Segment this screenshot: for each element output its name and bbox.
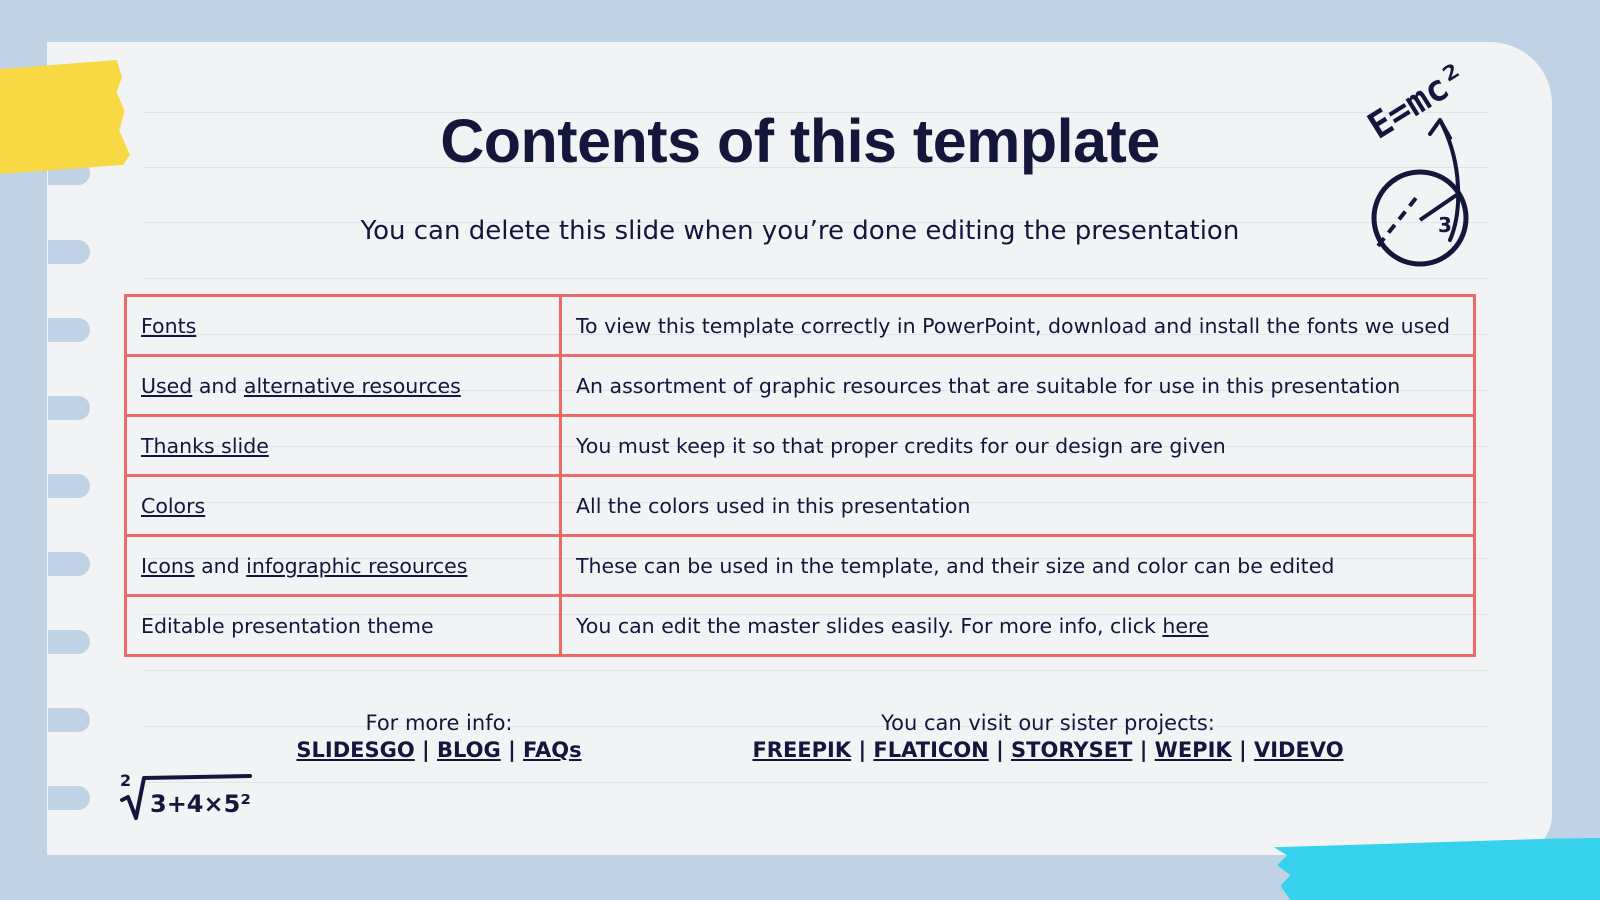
link-icons[interactable]: Icons <box>141 553 195 578</box>
binder-hole <box>48 708 90 732</box>
link-here[interactable]: here <box>1162 613 1209 638</box>
table-cell-label <box>126 476 561 536</box>
table-cell-description: These can be used in the template, and their size and color can be edited <box>561 536 1475 596</box>
link-alternative-resources[interactable]: alternative resources <box>243 373 461 398</box>
link-flaticon[interactable]: FLATICON <box>873 738 989 762</box>
table-row <box>126 356 1475 416</box>
table-row <box>126 416 1475 476</box>
table-cell-label: Editable presentation theme <box>126 596 561 656</box>
footer-more-info-title: For more info: <box>365 711 513 735</box>
formula-emc2-text: E=mc² <box>1361 55 1475 148</box>
binder-hole <box>48 396 90 420</box>
link-freepik[interactable]: FREEPIK <box>752 738 852 762</box>
binder-hole <box>48 786 90 810</box>
table-row <box>126 476 1475 536</box>
paper-rule <box>143 670 1488 671</box>
root-formula-doodle <box>118 770 258 824</box>
circle-label-text: 3 <box>1438 213 1452 237</box>
table-cell-label <box>126 536 561 596</box>
table-cell-description <box>561 596 1475 656</box>
contents-table <box>124 294 1476 657</box>
link-colors[interactable]: Colors <box>141 493 206 518</box>
table-row <box>126 296 1475 356</box>
footer-more-info-links <box>239 738 639 762</box>
root-radicand-text: 3+4×5² <box>150 790 251 818</box>
binder-hole <box>48 552 90 576</box>
link-infographic-resources[interactable]: infographic resources <box>246 553 468 578</box>
link-wepik[interactable]: WEPIK <box>1154 738 1232 762</box>
link-fonts[interactable]: Fonts <box>141 313 197 338</box>
conjunction-text: and <box>192 373 244 398</box>
page-title: Contents of this template <box>440 107 1160 175</box>
table-cell-description: You must keep it so that proper credits for our design are given <box>561 416 1475 476</box>
binder-hole <box>48 318 90 342</box>
footer-sister-projects-title: You can visit our sister projects: <box>881 711 1215 735</box>
page-subtitle: You can delete this slide when you’re done editing the presentation <box>360 216 1240 246</box>
formula-circle-doodle <box>1361 55 1514 284</box>
table-cell-description: To view this template correctly in PowerPoint, download and install the fonts we used <box>561 296 1475 356</box>
binder-hole <box>48 474 90 498</box>
table-row <box>126 596 1475 656</box>
root-index-text: 2 <box>120 771 132 790</box>
link-separator: | <box>996 738 1004 762</box>
link-blog[interactable]: BLOG <box>437 738 501 762</box>
link-storyset[interactable]: STORYSET <box>1011 738 1133 762</box>
footer-sister-projects <box>748 711 1348 762</box>
link-separator: | <box>508 738 516 762</box>
link-faqs[interactable]: FAQs <box>523 738 582 762</box>
link-separator: | <box>1139 738 1148 762</box>
link-separator: | <box>1238 738 1247 762</box>
link-thanks-slide[interactable]: Thanks slide <box>141 433 269 458</box>
binder-hole <box>48 630 90 654</box>
table-cell-description: An assortment of graphic resources that are suitable for use in this presentation <box>561 356 1475 416</box>
description-text: You can edit the master slides easily. For more info, click <box>576 613 1163 638</box>
table-cell-label <box>126 296 561 356</box>
blue-tape <box>1274 838 1600 900</box>
link-separator: | <box>858 738 867 762</box>
conjunction-text: and <box>194 553 247 578</box>
table-cell-label <box>126 356 561 416</box>
paper-rule <box>143 278 1488 279</box>
link-videvo[interactable]: VIDEVO <box>1253 738 1344 762</box>
link-separator: | <box>422 738 430 762</box>
footer-sister-projects-links <box>748 738 1348 762</box>
table-cell-description: All the colors used in this presentation <box>561 476 1475 536</box>
paper-rule <box>143 782 1488 783</box>
link-used-resources[interactable]: Used <box>141 373 193 398</box>
link-slidesgo[interactable]: SLIDESGO <box>296 738 415 762</box>
footer-more-info <box>239 711 639 762</box>
table-cell-label <box>126 416 561 476</box>
table-row <box>126 536 1475 596</box>
